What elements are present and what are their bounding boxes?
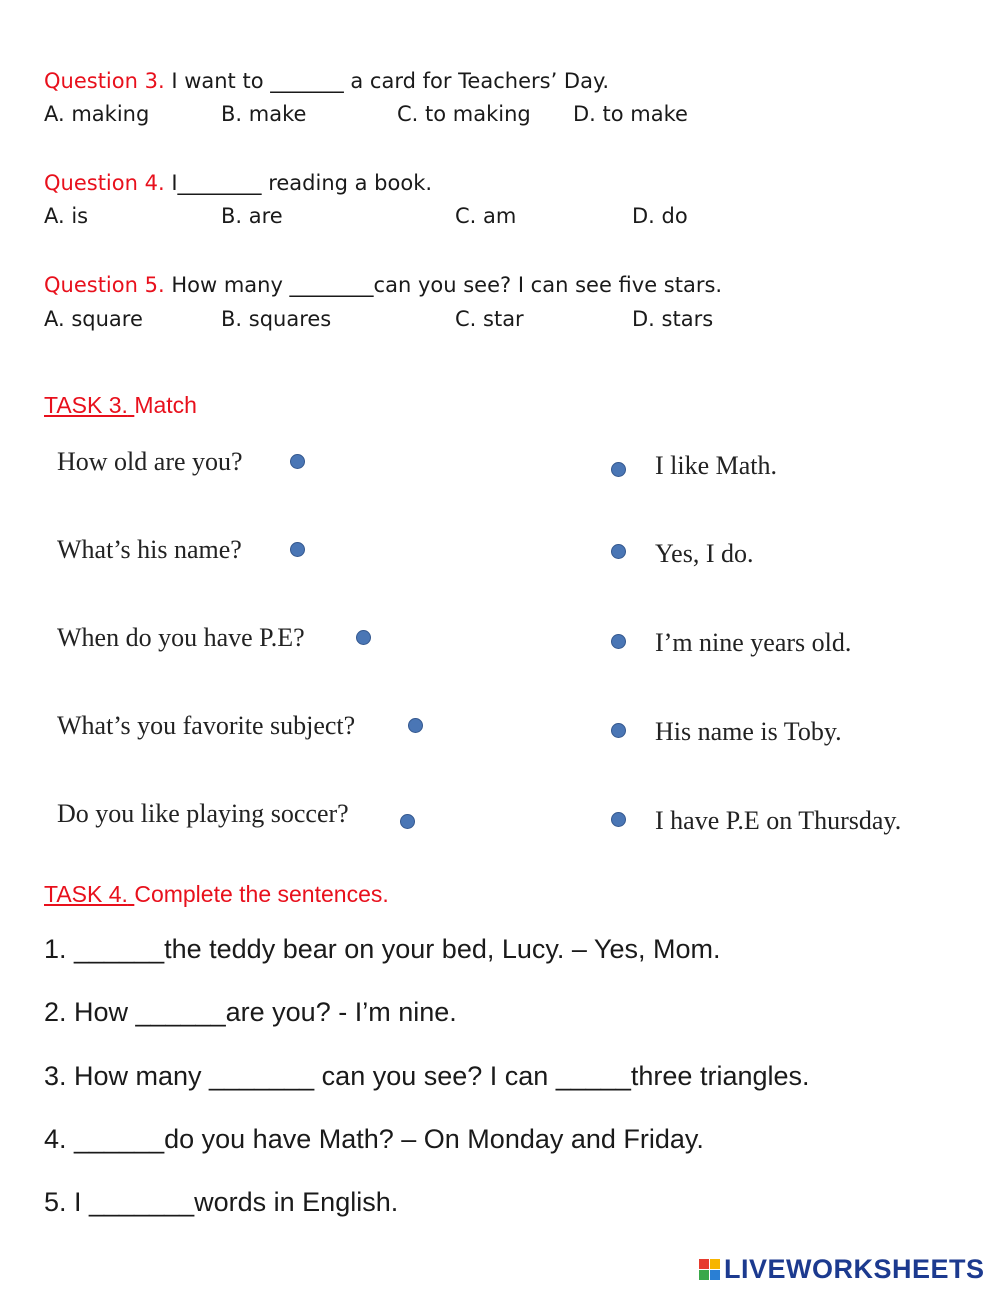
task-3-heading bbox=[44, 392, 197, 419]
task-label: TASK 4. bbox=[44, 881, 128, 907]
match-left-item: Do you like playing soccer? bbox=[57, 799, 349, 828]
match-right-item: Yes, I do. bbox=[655, 539, 754, 568]
task-title: Complete the sentences. bbox=[134, 881, 389, 907]
option-c: C. star bbox=[455, 307, 524, 331]
option-c: C. to making bbox=[397, 102, 531, 126]
option-b: B. are bbox=[221, 204, 283, 228]
option-b: B. make bbox=[221, 102, 307, 126]
match-right-item: I have P.E on Thursday. bbox=[655, 806, 902, 835]
match-right-item: His name is Toby. bbox=[655, 717, 842, 746]
question-label: Question 4. bbox=[44, 171, 165, 195]
match-right-item: I’m nine years old. bbox=[655, 628, 852, 657]
option-c: C. am bbox=[455, 204, 517, 228]
task-title: Match bbox=[134, 392, 197, 418]
logo-square bbox=[710, 1259, 720, 1269]
match-left-dot[interactable] bbox=[290, 454, 305, 469]
question-label: Question 3. bbox=[44, 69, 165, 93]
sentence-item: 4. ______do you have Math? – On Monday and Friday. bbox=[44, 1124, 704, 1154]
question-label: Question 5. bbox=[44, 273, 165, 297]
brand-logo-text: LIVEWORKSHEETS bbox=[724, 1254, 985, 1284]
option-a: A. square bbox=[44, 307, 143, 331]
match-right-dot[interactable] bbox=[611, 634, 626, 649]
match-right-dot[interactable] bbox=[611, 462, 626, 477]
match-left-dot[interactable] bbox=[356, 630, 371, 645]
question-3 bbox=[44, 69, 609, 93]
task-4-heading bbox=[44, 881, 389, 908]
match-right-dot[interactable] bbox=[611, 812, 626, 827]
question-5 bbox=[44, 273, 722, 297]
option-d: D. stars bbox=[632, 307, 714, 331]
match-left-dot[interactable] bbox=[408, 718, 423, 733]
option-b: B. squares bbox=[221, 307, 332, 331]
question-text: I________ reading a book. bbox=[171, 171, 433, 195]
task-label: TASK 3. bbox=[44, 392, 128, 418]
match-right-dot[interactable] bbox=[611, 723, 626, 738]
match-left-dot[interactable] bbox=[290, 542, 305, 557]
sentence-item: 1. ______the teddy bear on your bed, Lucy. – Yes, Mom. bbox=[44, 934, 721, 964]
logo-square bbox=[710, 1270, 720, 1280]
question-text: I want to _______ a card for Teachers’ Day. bbox=[171, 69, 610, 93]
match-left-item: When do you have P.E? bbox=[57, 623, 305, 652]
logo-square bbox=[699, 1270, 709, 1280]
match-left-item: What’s his name? bbox=[57, 535, 242, 564]
match-left-item: How old are you? bbox=[57, 447, 243, 476]
sentence-item: 2. How ______are you? - I’m nine. bbox=[44, 997, 457, 1027]
match-left-item: What’s you favorite subject? bbox=[57, 711, 356, 740]
match-left-dot[interactable] bbox=[400, 814, 415, 829]
option-a: A. making bbox=[44, 102, 150, 126]
sentence-item: 3. How many _______ can you see? I can _____three triangles. bbox=[44, 1061, 810, 1091]
option-d: D. do bbox=[632, 204, 688, 228]
question-text: How many ________can you see? I can see five stars. bbox=[171, 273, 723, 297]
option-a: A. is bbox=[44, 204, 89, 228]
logo-square bbox=[699, 1259, 709, 1269]
match-right-item: I like Math. bbox=[655, 451, 778, 480]
sentence-item: 5. I _______words in English. bbox=[44, 1187, 399, 1217]
match-right-dot[interactable] bbox=[611, 544, 626, 559]
liveworksheets-logo-icon bbox=[699, 1259, 721, 1281]
question-4 bbox=[44, 171, 432, 195]
option-d: D. to make bbox=[573, 102, 688, 126]
